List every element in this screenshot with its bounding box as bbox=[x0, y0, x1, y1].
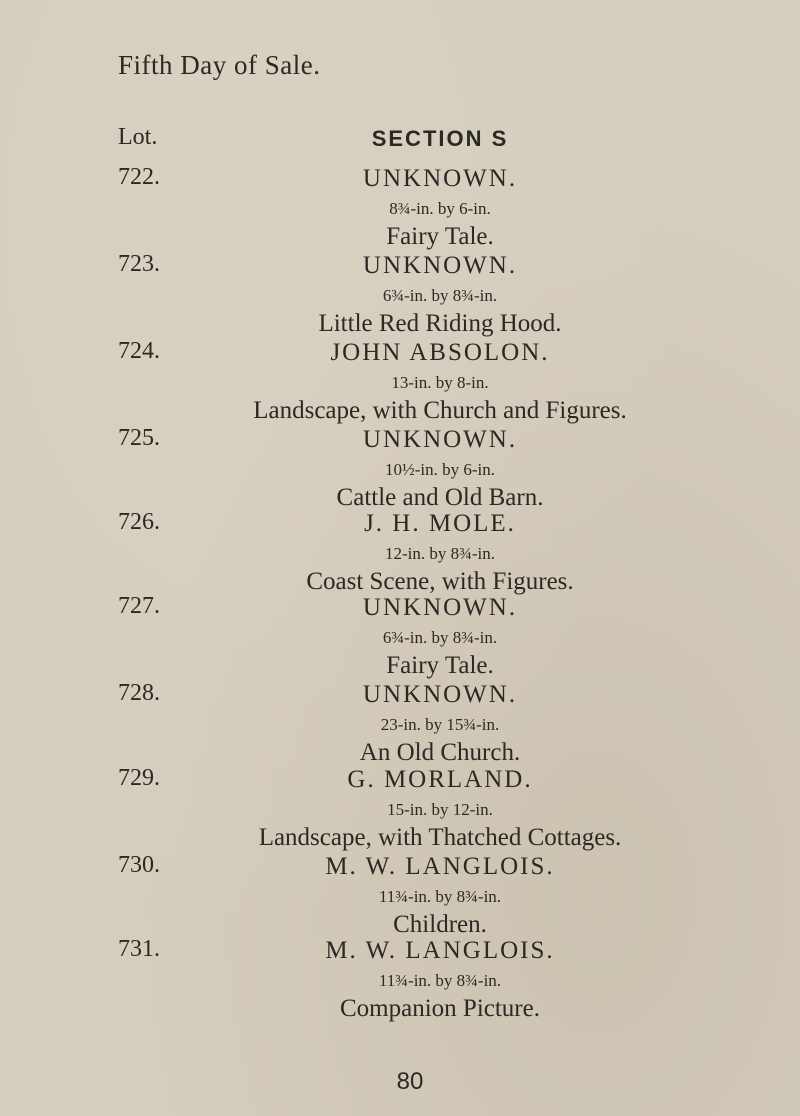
artist-name: UNKNOWN. bbox=[362, 252, 518, 279]
page-number: 80 bbox=[396, 1068, 424, 1095]
section-heading: SECTION S bbox=[371, 126, 509, 151]
painting-title: Cattle and Old Barn. bbox=[336, 484, 544, 511]
lot-number: 724. bbox=[118, 338, 160, 364]
artist-name: M. W. LANGLOIS. bbox=[325, 853, 555, 880]
painting-title: Landscape, with Church and Figures. bbox=[253, 397, 627, 424]
dimensions: 6¾-in. by 8¾-in. bbox=[382, 286, 498, 305]
lot-number: 731. bbox=[118, 936, 160, 962]
dimensions: 8¾-in. by 6-in. bbox=[389, 199, 491, 218]
lot-number: 727. bbox=[118, 593, 160, 619]
lot-number: 729. bbox=[118, 765, 160, 791]
artist-name: UNKNOWN. bbox=[362, 426, 518, 453]
lot-number: 725. bbox=[118, 425, 160, 451]
painting-title: Landscape, with Thatched Cottages. bbox=[258, 824, 622, 851]
painting-title: Fairy Tale. bbox=[386, 223, 494, 250]
artist-name: G. MORLAND. bbox=[347, 766, 533, 793]
dimensions: 11¾-in. by 8¾-in. bbox=[378, 971, 502, 990]
painting-title: Fairy Tale. bbox=[386, 652, 494, 679]
lot-number: 726. bbox=[118, 509, 160, 535]
artist-name: UNKNOWN. bbox=[362, 681, 518, 708]
lot-column-heading: Lot. bbox=[118, 124, 158, 150]
dimensions: 10½-in. by 6-in. bbox=[384, 460, 496, 479]
painting-title: Children. bbox=[393, 911, 487, 938]
artist-name: J. H. MOLE. bbox=[364, 510, 516, 537]
painting-title: Little Red Riding Hood. bbox=[318, 310, 562, 337]
painting-title: Coast Scene, with Figures. bbox=[306, 568, 574, 595]
dimensions: 23-in. by 15¾-in. bbox=[380, 715, 500, 734]
dimensions: 12-in. by 8¾-in. bbox=[384, 544, 496, 563]
artist-name: M. W. LANGLOIS. bbox=[325, 937, 555, 964]
dimensions: 15-in. by 12-in. bbox=[387, 800, 493, 819]
artist-name: UNKNOWN. bbox=[362, 165, 518, 192]
page-title: Fifth Day of Sale. bbox=[118, 50, 321, 80]
painting-title: Companion Picture. bbox=[340, 995, 540, 1022]
dimensions: 13-in. by 8-in. bbox=[391, 373, 489, 392]
lot-number: 723. bbox=[118, 251, 160, 277]
lot-number: 730. bbox=[118, 852, 160, 878]
artist-name: UNKNOWN. bbox=[362, 594, 518, 621]
dimensions: 11¾-in. by 8¾-in. bbox=[378, 887, 502, 906]
artist-name: JOHN ABSOLON. bbox=[330, 339, 550, 366]
lot-number: 722. bbox=[118, 164, 160, 190]
lot-number: 728. bbox=[118, 680, 160, 706]
dimensions: 6¾-in. by 8¾-in. bbox=[382, 628, 498, 647]
painting-title: An Old Church. bbox=[359, 739, 521, 766]
lot-entry bbox=[0, 936, 800, 1046]
